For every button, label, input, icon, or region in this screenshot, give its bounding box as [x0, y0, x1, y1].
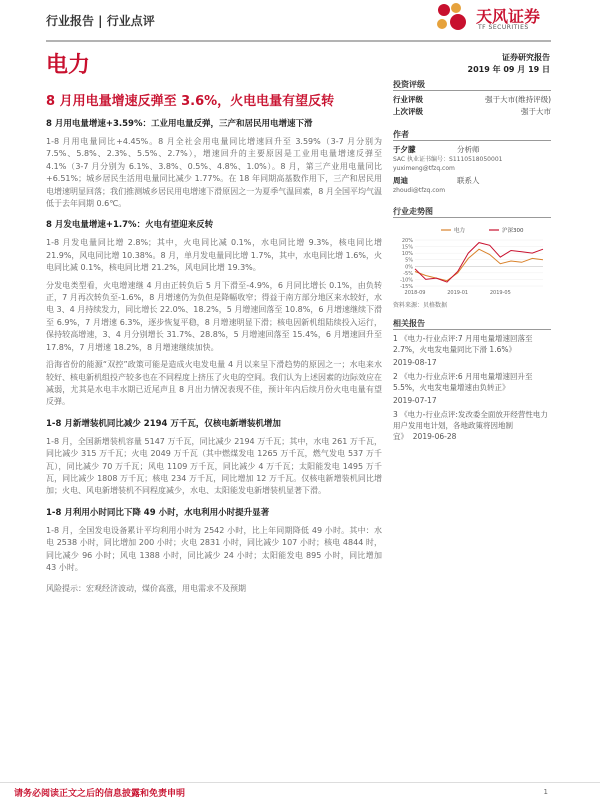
related-heading: 相关报告 — [393, 317, 551, 330]
related-report-title[interactable]: 2 《电力-行业点评:6 月用电量增速回升至 5.5%，火电发电量增速由负转正》 — [393, 372, 533, 392]
section-heading: 1-8 月新增装机同比减少 2194 万千瓦，仅核电新增装机增加 — [46, 418, 281, 429]
series-line-1 — [415, 249, 543, 281]
last-rating-row — [393, 106, 551, 118]
page-number: 1 — [543, 788, 548, 796]
related-report-2[interactable] — [393, 371, 551, 406]
section-paragraph: 1-8 月发电量同比增 2.8%；其中，火电同比减 0.1%，水电同比增 9.3%，核电同比增 21.9%，风电同比增 10.38%。8 月，单月发电量同比增 1.7%，其中，水电同比增 1.6%，火电同比减 0.1%，核电同比增 21.2%，风电同比增 19.3%。 — [46, 238, 382, 273]
risk-warning: 风险提示：宏观经济波动，煤价高涨，用电需求不及预期 — [46, 584, 246, 594]
footer-divider — [0, 782, 600, 783]
y-tick-label: 15% — [401, 244, 413, 251]
related-report-title[interactable]: 3 《电力-行业点评:发改委全面放开经营性电力用户发用电计划，各地政策将因地制宜》 2019-06-28 — [393, 410, 548, 441]
section-power-consumption — [46, 118, 382, 210]
author-cert: SAC 执业证书编号：S1110518050001 — [393, 156, 503, 163]
header-divider — [46, 40, 551, 42]
trend-heading: 行业走势图 — [393, 205, 551, 218]
y-tick-label: -5% — [403, 270, 413, 277]
industry-title: 电力 — [46, 53, 91, 78]
last-rating-label: 上次评级 — [393, 107, 423, 116]
brand-name: 天风证券 — [476, 7, 541, 26]
section-power-generation — [46, 219, 382, 408]
section-paragraph: 1-8 月，全国新增装机容量 5147 万千瓦，同比减少 2194 万千瓦；其中，水电 261 万千瓦，同比减少 315 万千瓦；火电 2049 万千瓦（其中燃煤发电 1265 万千瓦，燃气发电 537 万千瓦），同比减少 70 万千瓦；风电 1109 万千瓦，同比减少 4 万千瓦；太阳能发电 1495 万千瓦，同比减少 1808 万千瓦；核电 234 万千瓦，同比增加 12 万千瓦。仅核电新增装机同比增加；火电、风电新增装机不同程度减少，水电、太阳能发电新增装机显著下滑。 — [46, 436, 382, 496]
y-tick-label: 5% — [405, 257, 413, 264]
related-report-date: 2019-07-17 — [393, 396, 437, 405]
author-email[interactable]: zhoudi@tfzq.com — [393, 187, 446, 194]
y-tick-label: 20% — [401, 238, 413, 244]
related-report-date: 2019-08-17 — [393, 358, 437, 367]
y-tick-label: -15% — [400, 284, 413, 290]
x-tick-label: 2018-09 — [404, 290, 426, 296]
y-tick-label: 0% — [405, 264, 413, 271]
footer-disclaimer: 请务必阅读正文之后的信息披露和免责申明 — [14, 789, 186, 799]
author-name: 周迪 — [393, 176, 408, 185]
section-heading: 8 月用电量增速+3.59%：工业用电量反弹，三产和居民用电增速下滑 — [46, 119, 313, 129]
last-rating-value: 强于大市 — [521, 107, 551, 116]
x-tick-label: 2019-05 — [489, 290, 511, 296]
brand-logo-mark — [434, 2, 472, 36]
report-body — [46, 118, 382, 605]
rating-label: 行业评级 — [393, 95, 423, 104]
rating-value: 强于大市(维持评级) — [485, 95, 551, 104]
x-tick-label: 2019-01 — [447, 290, 469, 296]
report-category: 行业报告 | 行业点评 — [46, 14, 155, 28]
brand-logo — [434, 2, 564, 36]
brand-name-en: TF SECURITIES — [478, 24, 529, 31]
industry-rating-row — [393, 94, 551, 106]
related-report-1[interactable] — [393, 333, 551, 368]
author-role: 分析师 — [457, 145, 480, 154]
author-1 — [393, 144, 551, 155]
author-2 — [393, 175, 551, 186]
related-report-date: 2019-06-28 — [412, 432, 457, 441]
author-name: 于夕朦 — [393, 145, 416, 154]
section-heading: 1-8 月利用小时同比下降 49 小时，水电利用小时提升显著 — [46, 507, 270, 518]
section-paragraph: 1-8 月，全国发电设备累计平均利用小时为 2542 小时，比上年同期降低 49 小时。其中：水电 2538 小时，同比增加 200 小时；火电 2831 小时，同比减少 107 小时；核电 4844 时，同比减少 96 小时；风电 1388 小时，同比减少 24 小时；太阳能发电 895 小时，同比增加 43 小时。 — [46, 525, 382, 572]
authors-heading: 作者 — [393, 128, 551, 141]
legend-label: 沪深300 — [502, 228, 524, 234]
section-risk — [46, 583, 382, 595]
section-new-capacity — [46, 418, 382, 498]
related-report-3[interactable] — [393, 409, 551, 442]
trend-chart-svg — [393, 224, 551, 298]
report-date: 2019 年 09 月 19 日 — [467, 65, 550, 74]
industry-trend-chart — [393, 224, 551, 298]
section-paragraph: 沿海省份的能源“双控”政策可能是造成火电发电量 4 月以来呈下滑趋势的原因之一；水电来水较好、核电新机组投产较多也在不同程度上挤压了火电的空间。我们认为上述因素的边际效应在减弱，尤其是水电丰水期已近尾声且 8 月出力情况表现不佳，预计年内后续月份火电电量有望反弹。 — [46, 360, 382, 407]
section-paragraph: 1-8 月用电量同比+4.45%。8 月全社会用电量同比增速回升至 3.59%（3-7 月分别为 7.5%、5.8%、2.3%、5.5%、2.7%），增速回升的主要原因是工业用电量增速反弹至 4.1%（3-7 月分别为 6.1%、3.8%、0.5%、4.8%、1.0%）。8 月，第三产业用电量同比+6.51%；城乡居民生活用电量同比减少 1.77%。在 18 年同期高基数作用下，三产和居民用电增速明显回落；我们推测城乡居民用电增速下滑原因之一为夏季气温回素，8 月全国平均气温低于去年同期 0.6℃。 — [46, 137, 382, 209]
section-heading: 8 月发电量增速+1.7%：火电有望迎来反转 — [46, 220, 214, 231]
report-main-title: 8 月用电量增速反弹至 3.6%，火电电量有望反转 — [46, 94, 335, 109]
related-report-title[interactable]: 1 《电力-行业点评:7 月用电量增速回落至 2.7%，火电发电量同比下滑 1.6%》 — [393, 334, 533, 354]
section-utilization-hours — [46, 507, 382, 575]
report-type: 证券研究报告 — [502, 53, 550, 62]
series-line-2 — [415, 243, 543, 283]
legend-label: 电力 — [454, 228, 466, 234]
y-tick-label: -10% — [400, 277, 413, 284]
author-email[interactable]: yuximeng@tfzq.com — [393, 165, 455, 172]
rating-heading: 投资评级 — [393, 78, 551, 91]
chart-source: 资料来源：贝格数据 — [393, 302, 448, 309]
section-paragraph: 分发电类型看，火电增速继 4 月由正转负后 5 月下滑至-4.9%，6 月同比增长 0.1%，由负转正，7 月再次转负至-1.6%，8 月增速仍为负但是降幅收窄；得益于南方部分地区来水较好，水电 3、4 月持续发力，同比增长 22.0%、18.2%，5 月增速回落至 10.8%，6 月增速继续下滑至 6.9%，7 月增速 6.3%，逐步恢复平稳，8 月增速明显下滑；核电因新机组陆续投入运行，保持较高增速，3、4 月分别增长 31.7%、28.8%，5 月增速回落至 15.4%，6 月增速回升至 17.8%，7 月增速 18.2%，8 月增速继续加快。 — [46, 280, 382, 352]
y-tick-label: 10% — [401, 251, 413, 258]
author-role: 联系人 — [457, 176, 480, 185]
sidebar — [393, 78, 551, 444]
